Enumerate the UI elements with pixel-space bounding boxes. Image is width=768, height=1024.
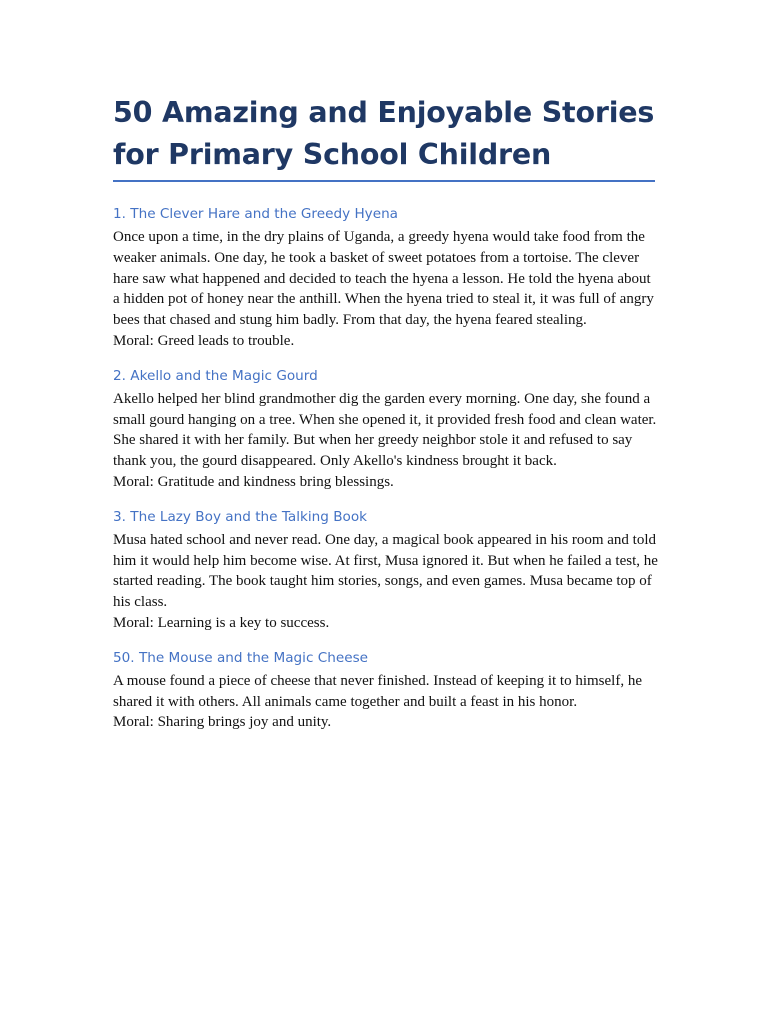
story-heading: 2. Akello and the Magic Gourd xyxy=(113,367,318,384)
story-body: Once upon a time, in the dry plains of Uganda, a greedy hyena would take food from the weaker animals. One day, he took a basket of sweet potatoes from a tortoise. The clever hare saw what happened and decided to teach the hyena a lesson. He told the hyena about a hidden pot of honey near the anthill. When the hyena tried to steal it, it was full of angry bees that chased and stung him badly. From that day, the hyena feared stealing. xyxy=(113,229,654,329)
story-section xyxy=(113,648,658,733)
story-heading: 50. The Mouse and the Magic Cheese xyxy=(113,649,369,666)
story-moral: Moral: Learning is a key to success. xyxy=(113,614,330,631)
title-divider xyxy=(113,180,655,182)
story-section xyxy=(113,507,658,634)
document-page xyxy=(113,92,658,747)
story-section xyxy=(113,204,658,352)
story-body: Akello helped her blind grandmother dig the garden every morning. One day, she found a small gourd hanging on a tree. When she opened it, it provided fresh food and clean water. She shared it with her family. But when her greedy neighbor stole it and refused to say thank you, the gourd disappeared. Only Akello's kindness brought it back. xyxy=(113,390,657,470)
story-moral: Moral: Gratitude and kindness bring blessings. xyxy=(113,473,394,490)
story-moral: Moral: Sharing brings joy and unity. xyxy=(113,714,332,731)
story-section xyxy=(113,366,658,493)
story-moral: Moral: Greed leads to trouble. xyxy=(113,332,295,349)
story-heading: 1. The Clever Hare and the Greedy Hyena xyxy=(113,206,399,222)
story-body: Musa hated school and never read. One day, a magical book appeared in his room and told him it would help him become wise. At first, Musa ignored it. But when he failed a test, he started reading. The book taught him stories, songs, and even games. Musa became top of his class. xyxy=(113,531,658,611)
document-title: 50 Amazing and Enjoyable Stories for Primary School Children xyxy=(113,96,655,171)
story-body: A mouse found a piece of cheese that never finished. Instead of keeping it to himself, he shared it with others. All animals came together and built a feast in his honor. xyxy=(113,672,642,710)
story-heading: 3. The Lazy Boy and the Talking Book xyxy=(113,508,368,525)
